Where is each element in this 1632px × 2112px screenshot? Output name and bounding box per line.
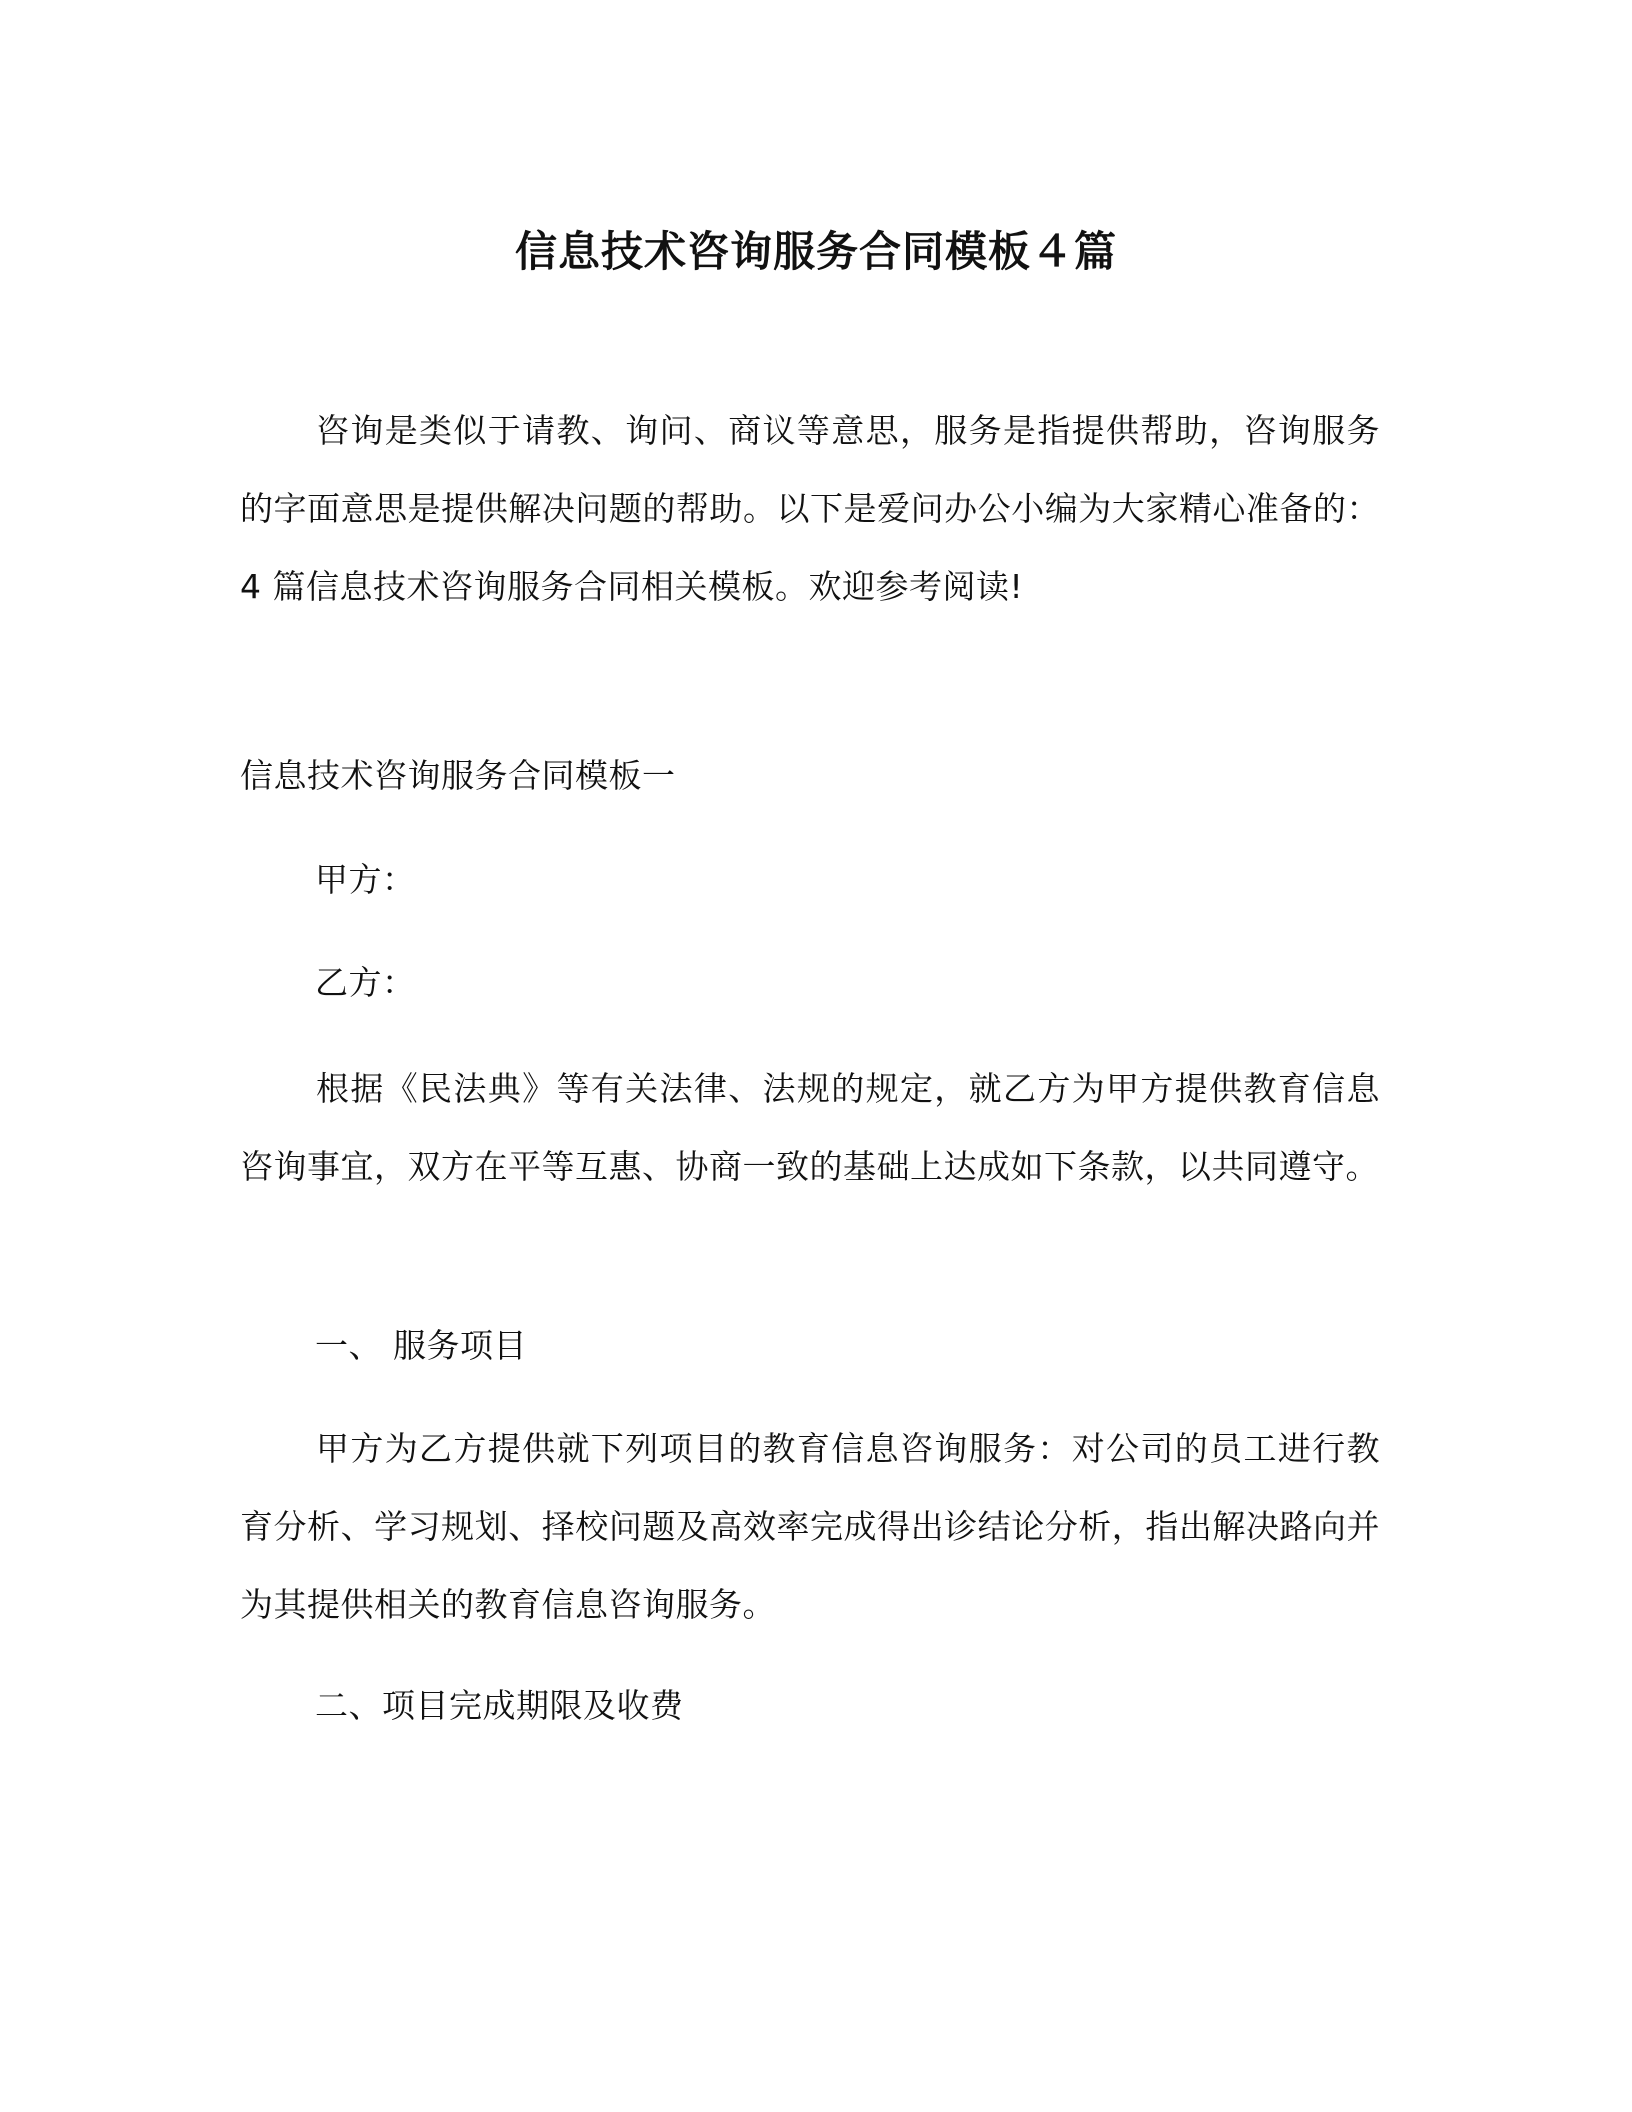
basis-paragraph: 根据《民法典》等有关法律、法规的规定，就乙方为甲方提供教育信息咨询事宜，双方在平等互惠、协商一致的基础上达成如下条款，以共同遵守。 [240,1069,1380,1186]
party-b-label: 乙方： [315,963,416,1002]
clause-2-heading: 二、项目完成期限及收费 [315,1686,684,1725]
intro-paragraph: 咨询是类似于请教、询问、商议等意思，服务是指提供帮助，咨询服务的字面意思是提供解决问题的帮助。以下是爱问办公小编为大家精心准备的：4 篇信息技术咨询服务合同相关模板。欢迎参考阅读! [240,411,1380,606]
section-heading: 信息技术咨询服务合同模板一 [240,756,676,795]
clause-1-heading: 一、 服务项目 [315,1326,527,1365]
document-title: 信息技术咨询服务合同模板４篇 [514,227,1117,276]
party-a-label: 甲方： [315,860,416,899]
clause-1-body: 甲方为乙方提供就下列项目的教育信息咨询服务：对公司的员工进行教育分析、学习规划、择校问题及高效率完成得出诊结论分析，指出解决路向并为其提供相关的教育信息咨询服务。 [240,1429,1380,1624]
